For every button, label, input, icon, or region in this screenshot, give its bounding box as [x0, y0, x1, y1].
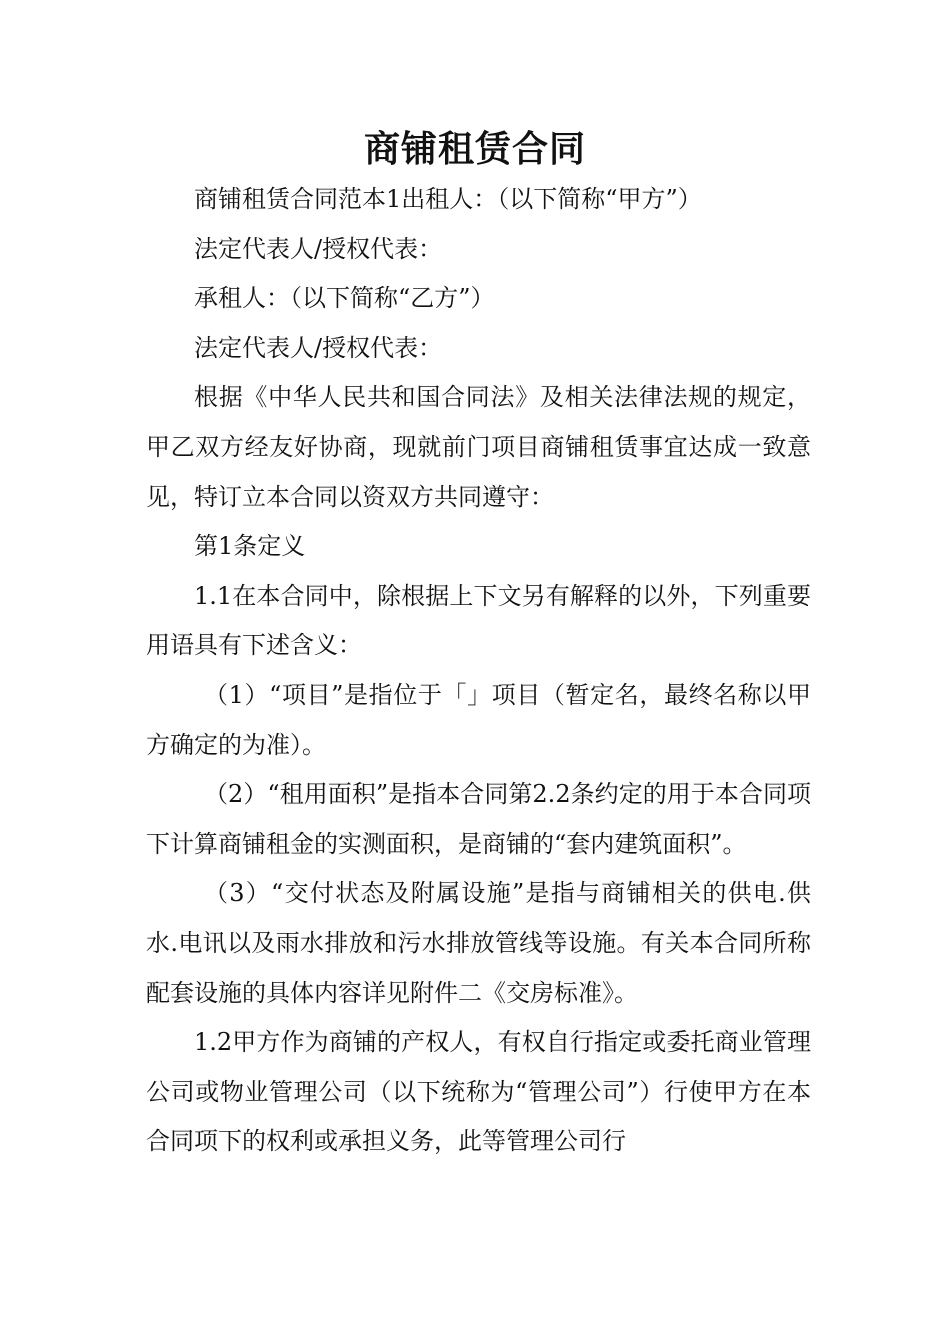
document-body: [146, 175, 811, 1167]
paragraph-lessee: 承租人：（以下简称“乙方”）: [194, 284, 495, 313]
definition-item-3: （3）“交付状态及附属设施”是指与商铺相关的供电.供水.电讯以及雨水排放和污水排放管线等设施。有关本合同所称配套设施的具体内容详见附件二《交房标准》。: [146, 879, 811, 1007]
clause-1-2: 1.2甲方作为商铺的产权人，有权自行指定或委托商业管理公司或物业管理公司（以下统称为“管理公司”）行使甲方在本合同项下的权利或承担义务，此等管理公司行: [146, 1028, 811, 1156]
paragraph-preamble: 根据《中华人民共和国合同法》及相关法律法规的规定，甲乙双方经友好协商，现就前门项目商铺租赁事宜达成一致意见，特订立本合同以资双方共同遵守：: [146, 383, 811, 511]
section-heading-definitions: 第1条定义: [194, 532, 306, 561]
paragraph-lessor: 商铺租赁合同范本1出租人：（以下简称“甲方”）: [194, 185, 702, 213]
definition-item-1: （1）“项目”是指位于「」项目（暂定名，最终名称以甲方确定的为准）。: [146, 680, 811, 759]
paragraph-lessee-representative: 法定代表人/授权代表：: [194, 333, 443, 362]
clause-1-1: 1.1在本合同中，除根据上下文另有解释的以外，下列重要用语具有下述含义：: [146, 581, 811, 660]
document-title: 商铺租赁合同: [363, 129, 586, 170]
definition-item-2: （2）“租用面积”是指本合同第2.2条约定的用于本合同项下计算商铺租金的实测面积，是商铺的“套内建筑面积”。: [146, 780, 811, 858]
paragraph-lessor-representative: 法定代表人/授权代表：: [194, 234, 443, 263]
